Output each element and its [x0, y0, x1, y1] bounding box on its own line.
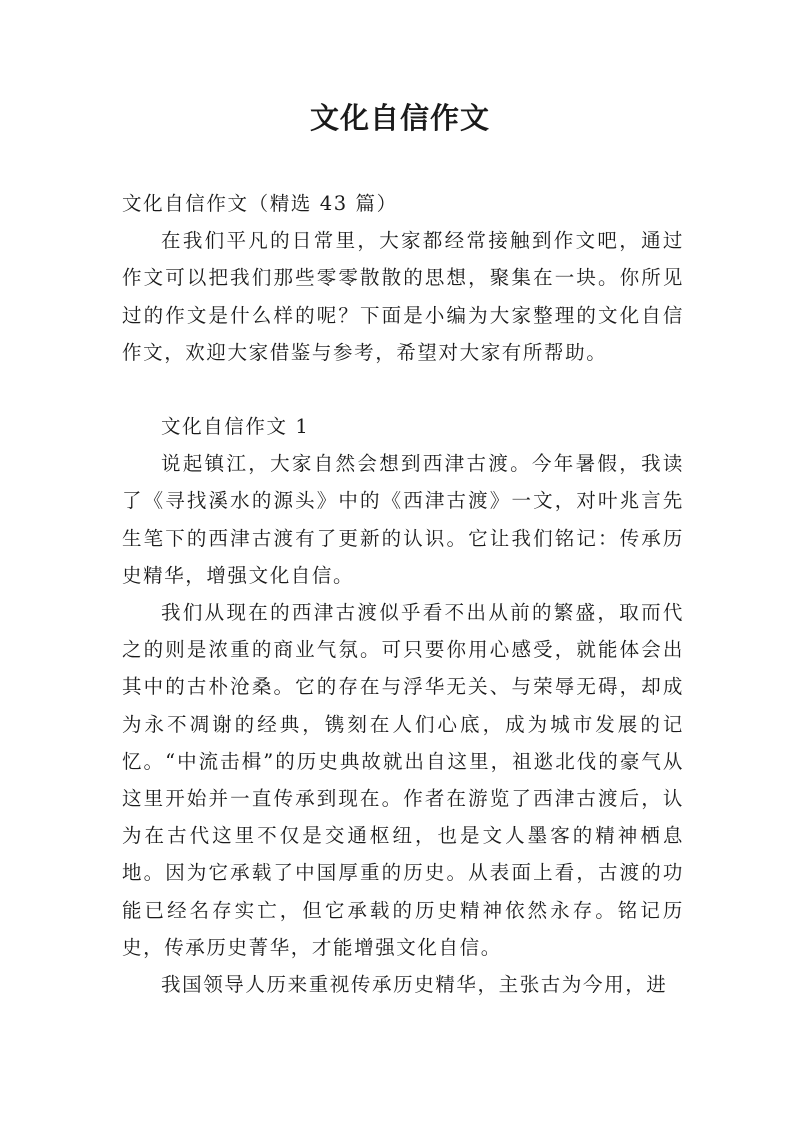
document-subtitle: 文化自信作文（精选 43 篇） [122, 192, 398, 215]
body-paragraph-1: 说起镇江，大家自然会想到西津古渡。今年暑假，我读了《寻找溪水的源头》中的《西津古渡》一文，对叶兆言先生笔下的西津古渡有了更新的认识。它让我们铭记：传承历史精华，增强文化自信。 [122, 452, 684, 587]
body-paragraph-2: 我们从现在的西津古渡似乎看不出从前的繁盛，取而代之的则是浓重的商业气氛。可只要你用心感受，就能体会出其中的古朴沧桑。它的存在与浮华无关、与荣辱无碍，却成为永不凋谢的经典，镌刻在人们心底，成为城市发展的记忆。“中流击楫”的历史典故就出自这里，祖逖北伐的豪气从这里开始并一直传承到现在。作者在游览了西津古渡后，认为在古代这里不仅是交通枢纽，也是文人墨客的精神栖息地。因为它承载了中国厚重的历史。从表面上看，古渡的功能已经名存实亡，但它承载的历史精神依然永存。铭记历史，传承历史菁华，才能增强文化自信。 [122, 601, 684, 959]
body-paragraph-3: 我国领导人历来重视传承历史精华，主张古为今用，进 [161, 973, 668, 997]
document-body [122, 185, 684, 1003]
section-heading: 文化自信作文 1 [161, 415, 310, 439]
paragraph-gap [122, 371, 684, 408]
document-title: 文化自信作文 [309, 101, 490, 135]
intro-paragraph: 在我们平凡的日常里，大家都经常接触到作文吧，通过作文可以把我们那些零零散散的思想，聚集在一块。你所见过的作文是什么样的呢？下面是小编为大家整理的文化自信作文，欢迎大家借鉴与参考，希望对大家有所帮助。 [122, 229, 684, 364]
